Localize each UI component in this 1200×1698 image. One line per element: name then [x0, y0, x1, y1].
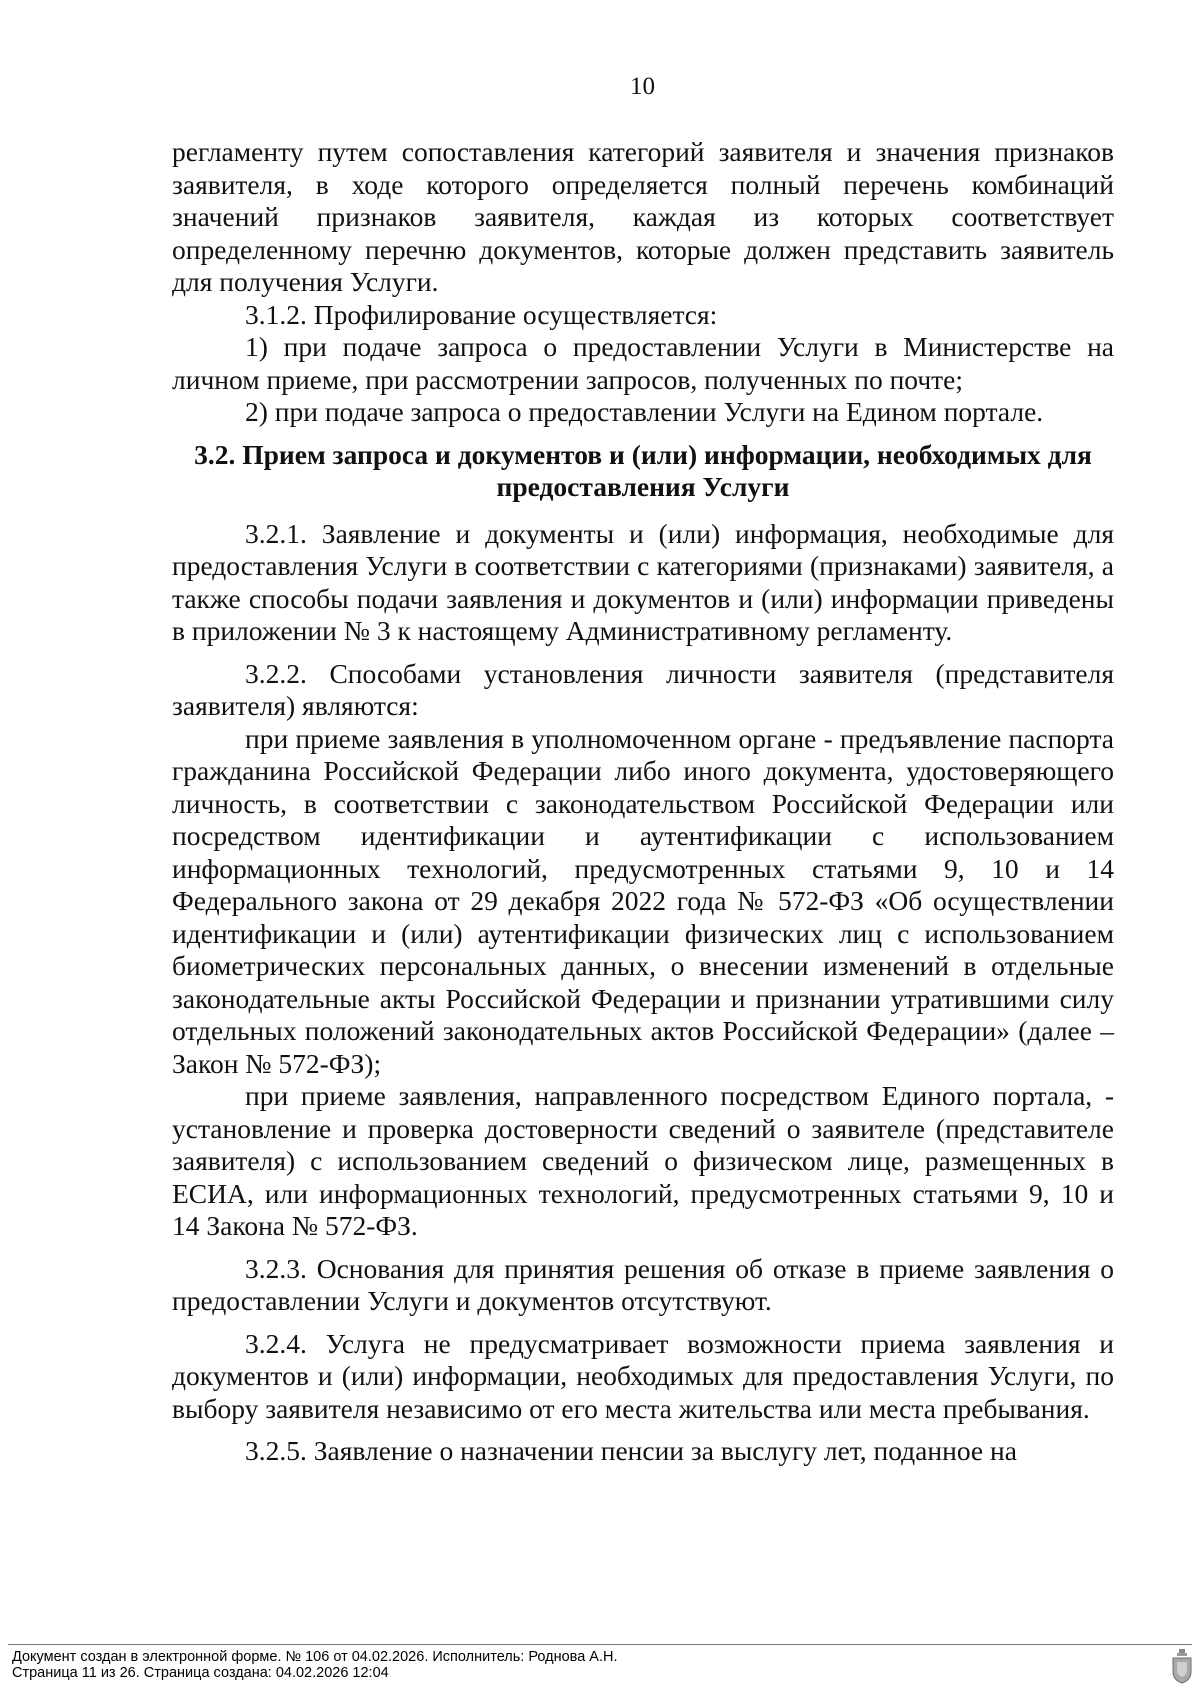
list-item-1: 1) при подаче запроса о предоставлении Услуги в Министерстве на личном приеме, при рассмотрении запросов, полученных по почте; — [172, 331, 1114, 395]
page-number: 10 — [630, 73, 655, 100]
coat-of-arms-icon — [1171, 1648, 1193, 1684]
footer-divider — [8, 1644, 1192, 1645]
footer-page-info: Страница 11 из 26. Страница создана: 04.02.2026 12:04 — [12, 1665, 389, 1681]
paragraph-3-2-4: 3.2.4. Услуга не предусматривает возможности приема заявления и документов и (или) информации, необходимых для предоставления Услуги, по выбору заявителя независимо от его места жительства или места пребывания. — [172, 1327, 1114, 1424]
section-heading-3-2: 3.2. Прием запроса и документов и (или) информации, необходимых для предоставления Услуги — [194, 438, 1092, 502]
paragraph-3-2-5: 3.2.5. Заявление о назначении пенсии за выслугу лет, поданное на — [245, 1435, 1017, 1466]
paragraph-3-2-2-portal: при приеме заявления, направленного посредством Единого портала, - установление и проверка достоверности сведений о заявителе (представителе заявителя) с использованием сведений о физическом лице, размещенных в ЕСИА, или информационных технологий, предусмотренных статьями 9, 10 и 14 Закона № 572-ФЗ. — [172, 1080, 1114, 1241]
paragraph-3-2-2: 3.2.2. Способами установления личности заявителя (представителя заявителя) являются: — [172, 657, 1114, 721]
paragraph-3-2-2-in-person: при приеме заявления в уполномоченном органе - предъявление паспорта гражданина Российской Федерации либо иного документа, удостоверяющего личность, в соответствии с законодательством Российской Федерации или посредством идентификации и аутентификации с использованием информационных технологий, предусмотренных статьями 9, 10 и 14 Федерального закона от 29 декабря 2022 года № 572-ФЗ «Об осуществлении идентификации и (или) аутентификации физических лиц с использованием биометрических персональных данных, о внесении изменений в отдельные законодательные акты Российской Федерации и признании утратившими силу отдельных положений законодательных актов Российской Федерации» (далее – Закон № 572-ФЗ); — [172, 722, 1114, 1079]
paragraph-3-2-1: 3.2.1. Заявление и документы и (или) информация, необходимые для предоставления Услуги в соответствии с категориями (признаками) заявителя, а также способы подачи заявления и документов и (или) информации приведены в приложении № 3 к настоящему Административному регламенту. — [172, 517, 1114, 646]
paragraph-3-2-3: 3.2.3. Основания для принятия решения об отказе в приеме заявления о предоставлении Услуги и документов отсутствуют. — [172, 1252, 1114, 1316]
document-footer — [12, 1649, 618, 1681]
paragraph-continuation: регламенту путем сопоставления категорий заявителя и значения признаков заявителя, в ходе которого определяется полный перечень комбинаций значений признаков заявителя, каждая из которых соответствует определенному перечню документов, которые должен представить заявитель для получения Услуги. — [172, 136, 1114, 297]
document-body — [172, 136, 1114, 1468]
footer-document-info: Документ создан в электронной форме. № 106 от 04.02.2026. Исполнитель: Роднова А.Н. — [12, 1649, 618, 1665]
paragraph-3-1-2: 3.1.2. Профилирование осуществляется: — [245, 298, 718, 330]
list-item-2: 2) при подаче запроса о предоставлении Услуги на Едином портале. — [245, 396, 1044, 427]
